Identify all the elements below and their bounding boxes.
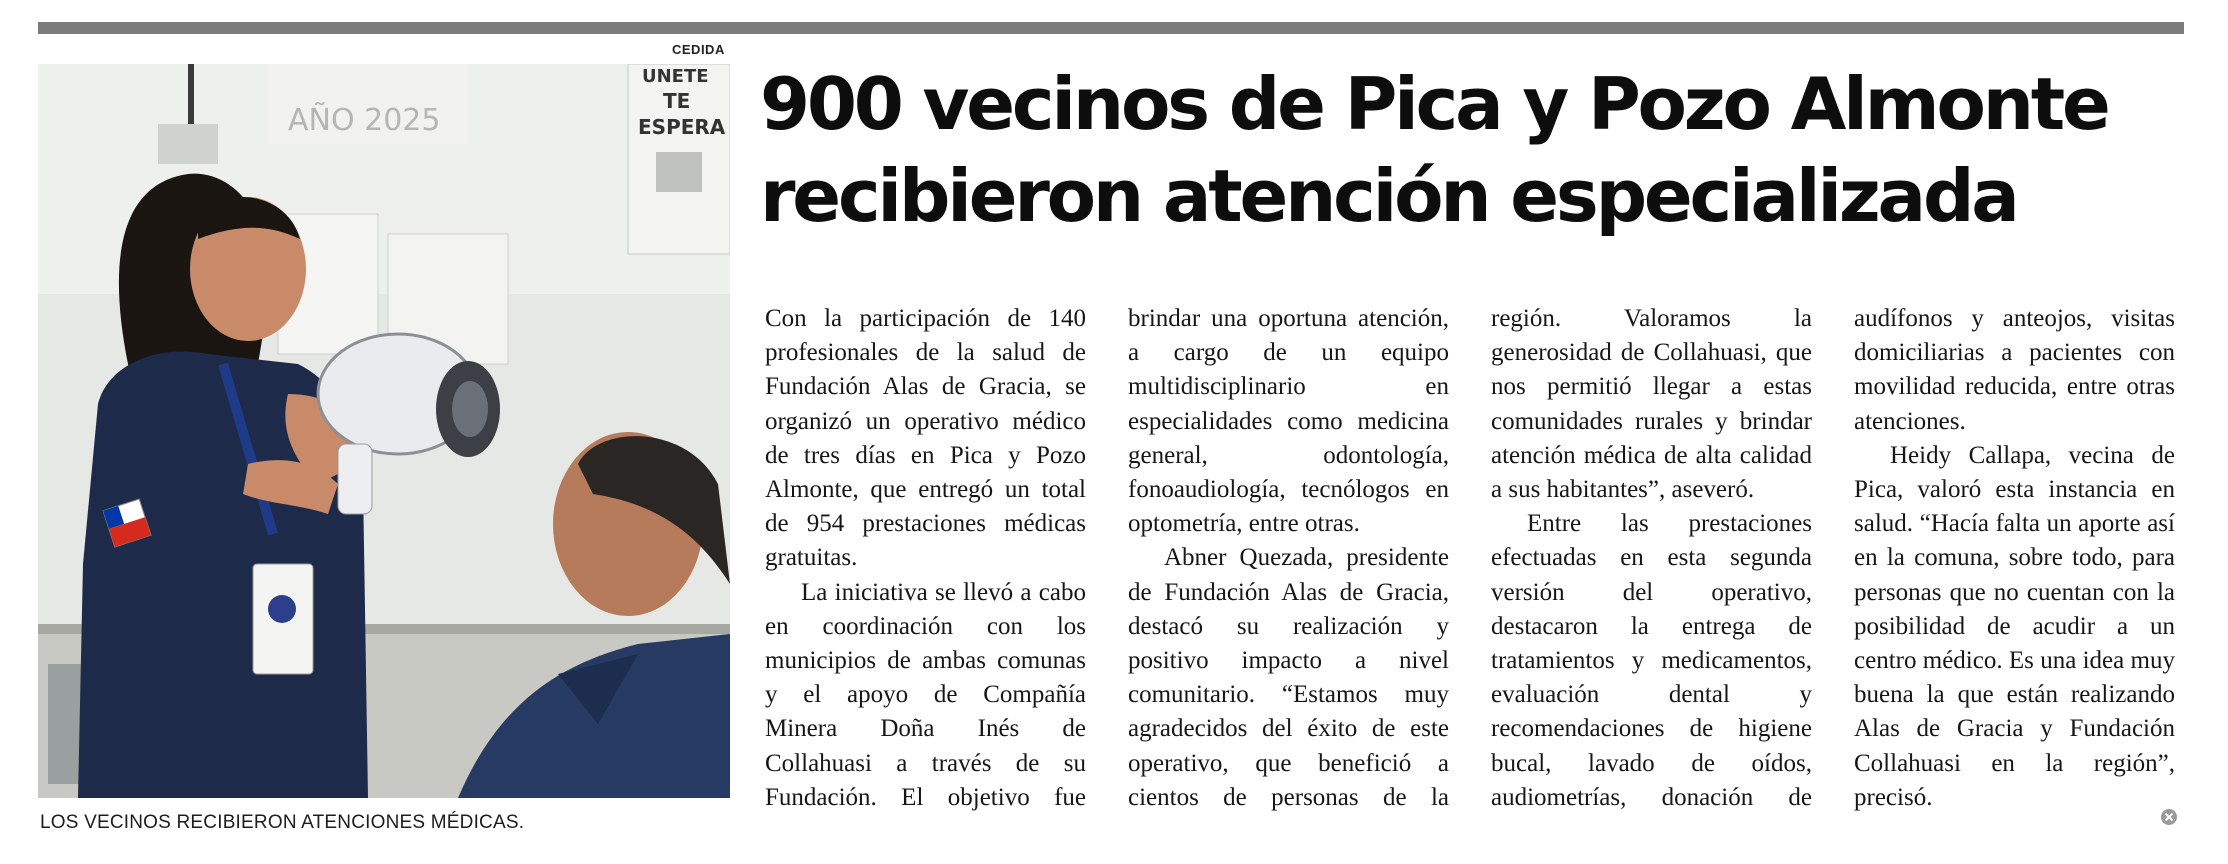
photo-credit: CEDIDA <box>672 42 725 57</box>
article-photo <box>38 64 730 798</box>
headline-line-1: 900 vecinos de Pica y Pozo Almonte <box>760 62 2108 146</box>
paragraph-5: Heidy Callapa, vecina de Pica, valoró esta instancia en salud. “Hacía falta un aporte así en la comuna, sobre todo, para personas que no cuentan con la posibilidad de acudir a un centro médico. Es una idea muy buena la que están realizando Alas de Gracia y Fundación Collahuasi en la región”, precisó. <box>1854 441 2175 811</box>
photo-caption: LOS VECINOS RECIBIERON ATENCIONES MÉDICAS. <box>40 812 525 833</box>
circled-x-icon <box>2160 808 2178 826</box>
poster-text-3: ESPERA <box>638 115 726 139</box>
paragraph-2: La iniciativa se llevó a cabo en coordinación con los municipios de ambas comunas y el apoyo de Compañía Minera Doña Inés de Collahuasi a través de su Fundación. El objetivo fue brindar una oportuna atención, a cargo de un equipo multidisciplinario en especialidades como medicina general, odontología, fonoaudiología, tecnólogos en optometría, entre otras. <box>765 305 1449 811</box>
poster-text-2: TE <box>663 89 691 113</box>
headline <box>760 58 2190 242</box>
poster-text-1: UNETE <box>642 66 709 87</box>
article-body <box>765 302 2175 842</box>
headline-line-2: recibieron atención especializada <box>760 154 2017 238</box>
photo-banner-text: AÑO 2025 <box>288 103 441 138</box>
paragraph-4: Entre las prestaciones efectuadas en esta segunda versión del operativo, destacaron la entrega de tratamientos y medicamentos, evaluación dental y recomendaciones de higiene bucal, lavado de oídos, audiometrías, donación de audífonos y anteojos, visitas domiciliarias a pacientes con movilidad reducida, entre otras atenciones. <box>1491 305 2175 811</box>
paragraph-3: Abner Quezada, presidente de Fundación Alas de Gracia, destacó su realización y positivo impacto a nivel comunitario. “Estamos muy agradecidos del éxito de este operativo, que benefició a cientos de personas de la región. Valoramos la generosidad de Collahuasi, que nos permitió llegar a estas comunidades rurales y brindar atención médica de alta calidad a sus habitantes”, aseveró. <box>1128 305 1812 811</box>
top-rule <box>38 22 2184 34</box>
paragraph-1: Con la participación de 140 profesionales de la salud de Fundación Alas de Gracia, se organizó un operativo médico de tres días en Pica y Pozo Almonte, que entregó un total de 954 prestaciones médicas gratuitas. <box>765 305 1086 572</box>
